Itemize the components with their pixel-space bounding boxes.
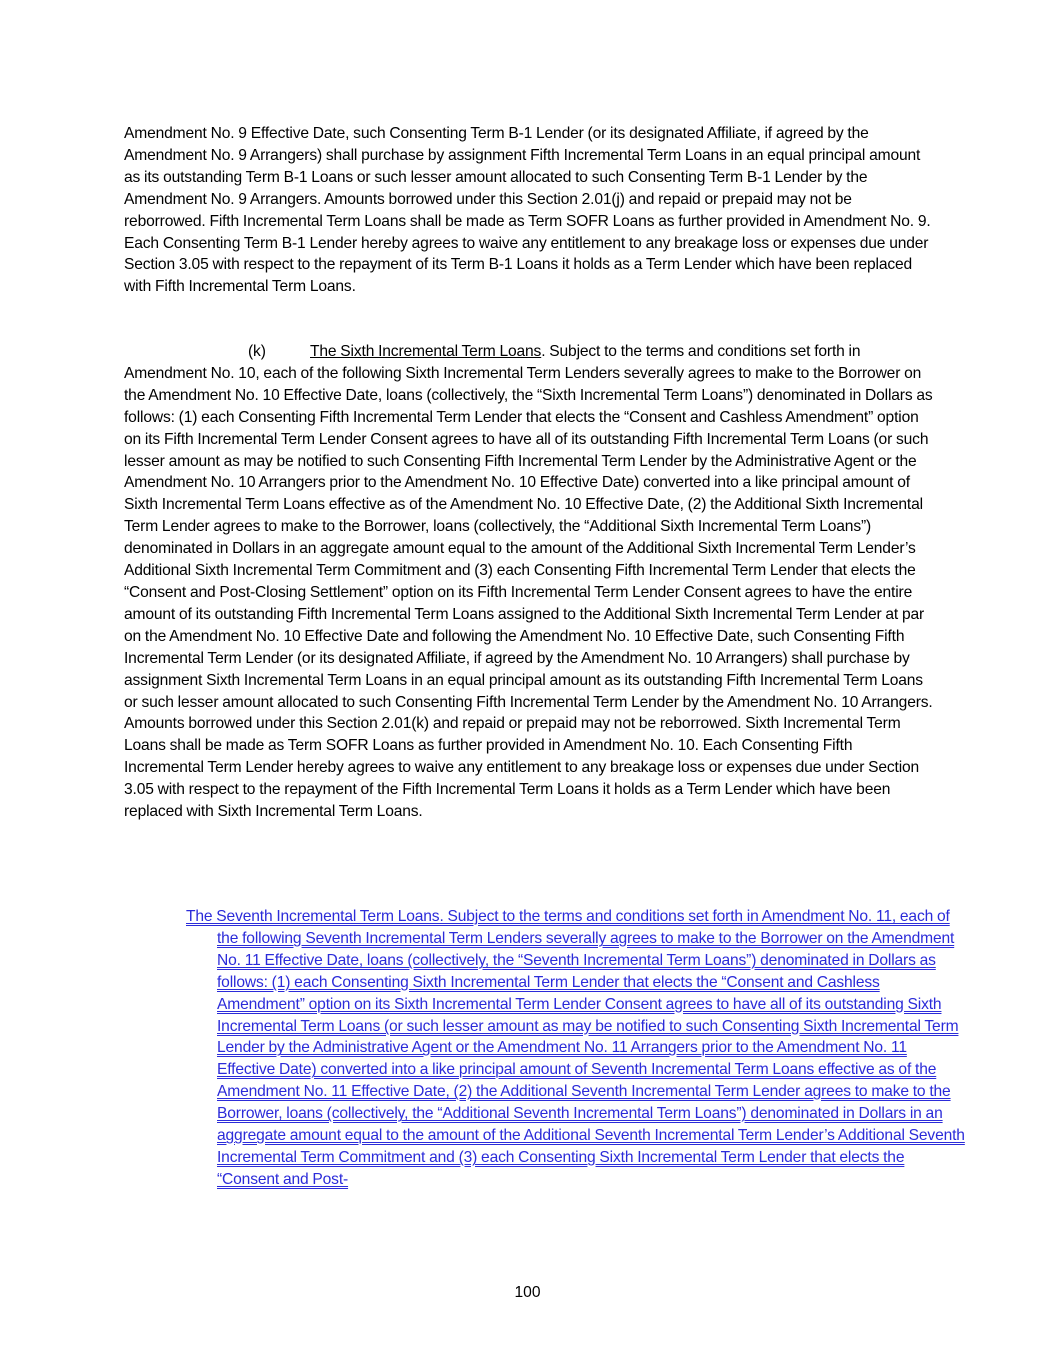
section-label-k: (k) <box>248 343 266 360</box>
page-number: 100 <box>514 1284 541 1301</box>
section-heading-punct: . <box>541 343 546 360</box>
paragraph-fifth-incremental-continued: Amendment No. 9 Effective Date, such Consenting Term B-1 Lender (or its designated Affiliate, if agreed by the Amendment No. 9 Arrangers) shall purchase by assignment Fifth Incremental Term Loans in an equal principal amount as its outstanding Term B-1 Loans or such lesser amount allocated to such Consenting Term B-1 Lender by the Amendment No. 9 Arrangers. Amounts borrowed under this Section 2.01(j) and repaid or prepaid may not be reborrowed. Fifth Incremental Term Loans shall be made as Term SOFR Loans as further provided in Amendment No. 9. Each Consenting Term B-1 Lender hereby agrees to waive any entitlement to any breakage loss or expenses due under Section 3.05 with respect to the repayment of its Term B-1 Loans it holds as a Term Lender which have been replaced with Fifth Incremental Term Loans. <box>124 125 931 296</box>
paragraph-sixth-incremental-term-loans <box>124 341 936 823</box>
inserted-paragraph-seventh-incremental-term-loans: The Seventh Incremental Term Loans. Subject to the terms and conditions set forth in Amendment No. 11, each of the following Seventh Incremental Term Lenders severally agrees to make to the Borrower on the Amendment No. 11 Effective Date, loans (collectively, the “Seventh Incremental Term Loans”) denominated in Dollars as follows: (1) each Consenting Sixth Incremental Term Lender that elects the “Consent and Cashless Amendment” option on its Sixth Incremental Term Lender Consent agrees to have all of its outstanding Sixth Incremental Term Loans (or such lesser amount as may be notified to such Consenting Sixth Incremental Term Lender by the Administrative Agent or the Amendment No. 11 Arrangers prior to the Amendment No. 11 Effective Date) converted into a like principal amount of Seventh Incremental Term Loans effective as of the Amendment No. 11 Effective Date, (2) the Additional Seventh Incremental Term Lender agrees to make to the Borrower, loans (collectively, the “Additional Seventh Incremental Term Loans”) denominated in Dollars in an aggregate amount equal to the amount of the Additional Seventh Incremental Term Lender’s Additional Seventh Incremental Term Commitment and (3) each Consenting Sixth Incremental Term Lender that elects the “Consent and Post- <box>186 908 965 1188</box>
section-heading-sixth-incremental: The Sixth Incremental Term Loans <box>310 343 542 360</box>
section-body-sixth-incremental: Subject to the terms and conditions set forth in Amendment No. 10, each of the following Sixth Incremental Term Lenders severally agrees to make to the Borrower on the Amendment No. 10 Effective Date, loans (collectively, the “Sixth Incremental Term Loans”) denominated in Dollars as follows: (1) each Consenting Fifth Incremental Term Lender that elects the “Consent and Cashless Amendment” option on its Fifth Incremental Term Lender Consent agrees to have all of its outstanding Fifth Incremental Term Loans (or such lesser amount as may be notified to such Consenting Fifth Incremental Term Lender by the Administrative Agent or the Amendment No. 10 Arrangers prior to the Amendment No. 10 Effective Date) converted into a like principal amount of Sixth Incremental Term Loans effective as of the Amendment No. 10 Effective Date, (2) the Additional Sixth Incremental Term Lender agrees to make to the Borrower, loans (collectively, the “Additional Sixth Incremental Term Loans”) denominated in Dollars in an aggregate amount equal to the amount of the Additional Sixth Incremental Term Lender’s Additional Sixth Incremental Term Commitment and (3) each Consenting Fifth Incremental Term Lender that elects the “Consent and Post-Closing Settlement” option on its Fifth Incremental Term Lender Consent agrees to have the entire amount of its outstanding Fifth Incremental Term Loans assigned to the Additional Sixth Incremental Term Lender at par on the Amendment No. 10 Effective Date and following the Amendment No. 10 Effective Date, such Consenting Fifth Incremental Term Lender (or its designated Affiliate, if agreed by the Amendment No. 10 Arrangers) shall purchase by assignment Sixth Incremental Term Loans in an equal principal amount as its outstanding Fifth Incremental Term Loans or such lesser amount allocated to such Consenting Fifth Incremental Term Lender by the Amendment No. 10 Arrangers. Amounts borrowed under this Section 2.01(k) and repaid or prepaid may not be reborrowed. Sixth Incremental Term Loans shall be made as Term SOFR Loans as further provided in Amendment No. 10. Each Consenting Fifth Incremental Term Lender hereby agrees to waive any entitlement to any breakage loss or expenses due under Section 3.05 with respect to the repayment of the Fifth Incremental Term Loans it holds as a Term Lender which have been replaced with Sixth Incremental Term Loans. <box>124 343 933 821</box>
